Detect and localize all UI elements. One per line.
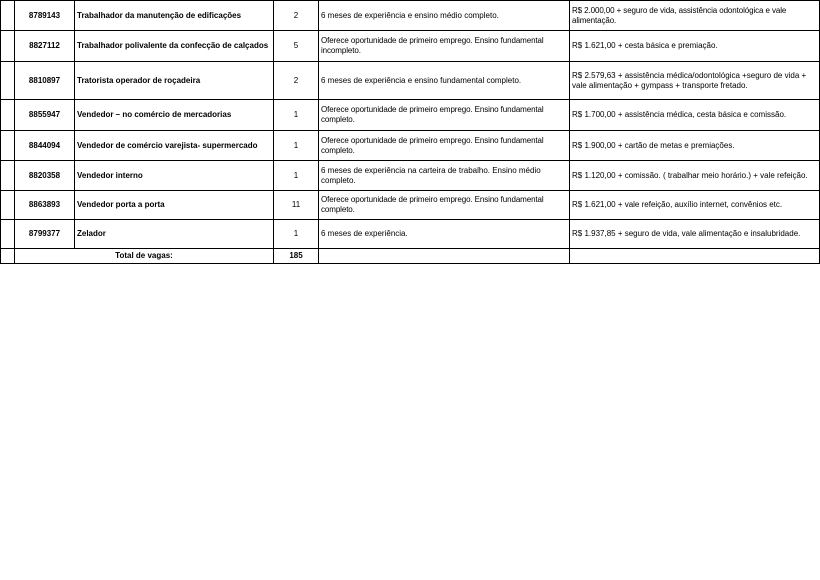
job-title: Trabalhador da manutenção de edificações	[75, 1, 274, 31]
table-row	[1, 100, 820, 131]
job-benefits: R$ 1.120,00 + comissão. ( trabalhar meio horário.) + vale refeição.	[570, 161, 820, 191]
job-benefits: R$ 1.700,00 + assistência médica, cesta básica e comissão.	[570, 100, 820, 131]
job-requirements: Oferece oportunidade de primeiro emprego. Ensino fundamental completo.	[319, 100, 570, 131]
table-row	[1, 131, 820, 161]
row-margin-cell	[1, 191, 15, 220]
job-requirements: 6 meses de experiência.	[319, 220, 570, 249]
table-row	[1, 220, 820, 249]
job-requirements: 6 meses de experiência e ensino fundamental completo.	[319, 62, 570, 100]
job-vacancies: 11	[274, 191, 319, 220]
total-row	[1, 249, 820, 264]
job-title: Tratorista operador de roçadeira	[75, 62, 274, 100]
job-code: 8855947	[15, 100, 75, 131]
total-empty-cell	[570, 249, 820, 264]
job-vacancies: 2	[274, 1, 319, 31]
job-benefits: R$ 1.900,00 + cartão de metas e premiações.	[570, 131, 820, 161]
job-benefits: R$ 1.937,85 + seguro de vida, vale alimentação e insalubridade.	[570, 220, 820, 249]
job-title: Zelador	[75, 220, 274, 249]
job-vacancies: 1	[274, 220, 319, 249]
job-requirements: 6 meses de experiência e ensino médio completo.	[319, 1, 570, 31]
job-requirements: 6 meses de experiência na carteira de trabalho. Ensino médio completo.	[319, 161, 570, 191]
total-vacancies: 185	[274, 249, 319, 264]
job-title: Vendedor – no comércio de mercadorias	[75, 100, 274, 131]
row-margin-cell	[1, 131, 15, 161]
job-requirements: Oferece oportunidade de primeiro emprego. Ensino fundamental incompleto.	[319, 31, 570, 62]
job-vacancies: 1	[274, 131, 319, 161]
job-code: 8820358	[15, 161, 75, 191]
total-empty-cell	[319, 249, 570, 264]
job-benefits: R$ 1.621,00 + cesta básica e premiação.	[570, 31, 820, 62]
table-row	[1, 31, 820, 62]
job-vacancies: 1	[274, 100, 319, 131]
job-requirements: Oferece oportunidade de primeiro emprego. Ensino fundamental completo.	[319, 131, 570, 161]
job-code: 8789143	[15, 1, 75, 31]
job-requirements: Oferece oportunidade de primeiro emprego. Ensino fundamental completo.	[319, 191, 570, 220]
row-margin-cell	[1, 220, 15, 249]
job-code: 8810897	[15, 62, 75, 100]
job-title: Vendedor porta a porta	[75, 191, 274, 220]
table-row	[1, 161, 820, 191]
job-vacancies: 5	[274, 31, 319, 62]
job-title: Vendedor interno	[75, 161, 274, 191]
job-benefits: R$ 1.621,00 + vale refeição, auxílio internet, convênios etc.	[570, 191, 820, 220]
job-code: 8863893	[15, 191, 75, 220]
row-margin-cell	[1, 161, 15, 191]
table-body	[1, 1, 820, 264]
job-benefits: R$ 2.579,63 + assistência médica/odontológica +seguro de vida + vale alimentação + gympass + transporte fretado.	[570, 62, 820, 100]
table-row	[1, 191, 820, 220]
job-benefits: R$ 2.000,00 + seguro de vida, assistência odontológica e vale alimentação.	[570, 1, 820, 31]
total-label: Total de vagas:	[15, 249, 274, 264]
job-vacancies: 2	[274, 62, 319, 100]
row-margin-cell	[1, 249, 15, 264]
job-code: 8799377	[15, 220, 75, 249]
job-code: 8827112	[15, 31, 75, 62]
job-vacancies: 1	[274, 161, 319, 191]
row-margin-cell	[1, 1, 15, 31]
row-margin-cell	[1, 100, 15, 131]
table-row	[1, 1, 820, 31]
job-title: Trabalhador polivalente da confecção de calçados	[75, 31, 274, 62]
job-code: 8844094	[15, 131, 75, 161]
table-row	[1, 62, 820, 100]
job-title: Vendedor de comércio varejista- supermercado	[75, 131, 274, 161]
job-vacancies-table	[0, 0, 820, 264]
row-margin-cell	[1, 62, 15, 100]
row-margin-cell	[1, 31, 15, 62]
